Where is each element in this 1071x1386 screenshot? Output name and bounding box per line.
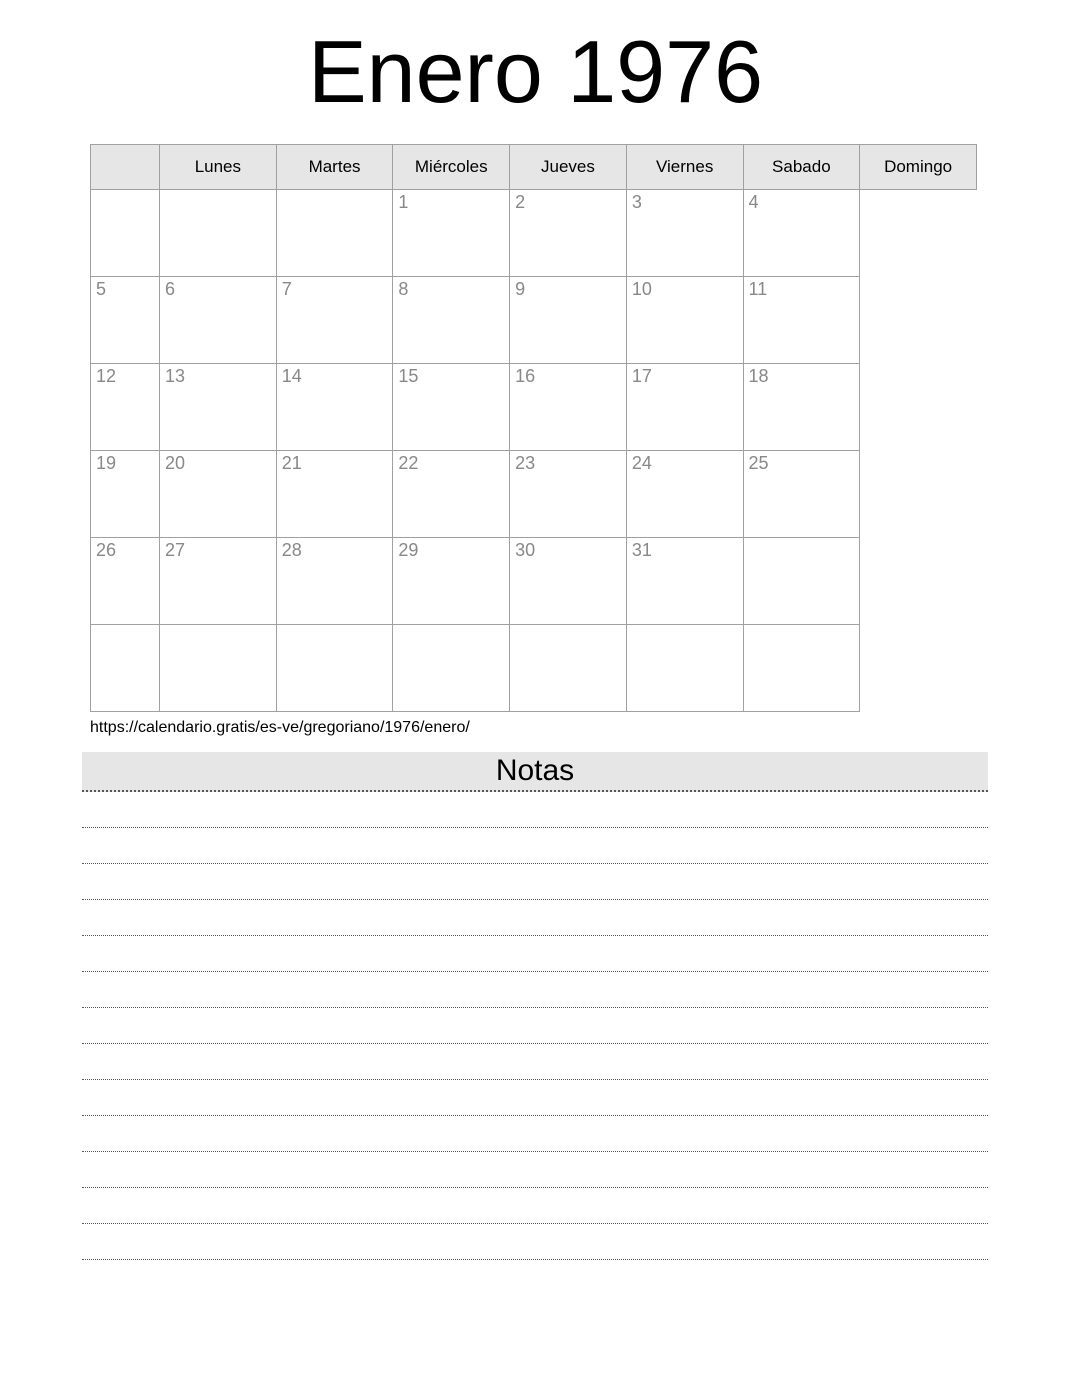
notes-lines-area	[82, 792, 988, 1260]
weekday-header: Sabado	[743, 145, 860, 190]
day-cell: 22	[393, 451, 510, 538]
note-line	[82, 1044, 988, 1080]
empty-day-cell	[91, 625, 160, 712]
day-cell: 27	[160, 538, 277, 625]
note-line	[82, 864, 988, 900]
empty-day-cell	[276, 190, 393, 277]
note-line	[82, 936, 988, 972]
day-cell: 25	[743, 451, 860, 538]
note-line	[82, 792, 988, 828]
week-row	[91, 364, 977, 451]
day-cell: 13	[160, 364, 277, 451]
day-cell: 28	[276, 538, 393, 625]
week-row	[91, 277, 977, 364]
empty-day-cell	[626, 625, 743, 712]
day-cell: 17	[626, 364, 743, 451]
week-row	[91, 190, 977, 277]
day-cell: 6	[160, 277, 277, 364]
day-cell: 29	[393, 538, 510, 625]
day-cell: 10	[626, 277, 743, 364]
weekday-header: Lunes	[160, 145, 277, 190]
day-cell: 30	[510, 538, 627, 625]
day-cell: 5	[91, 277, 160, 364]
day-cell: 21	[276, 451, 393, 538]
day-cell: 19	[91, 451, 160, 538]
weekday-header: Miércoles	[393, 145, 510, 190]
day-cell: 9	[510, 277, 627, 364]
note-line	[82, 828, 988, 864]
day-cell: 23	[510, 451, 627, 538]
week-row	[91, 451, 977, 538]
weekday-header: Martes	[276, 145, 393, 190]
day-cell: 2	[510, 190, 627, 277]
calendar-table	[90, 144, 977, 712]
day-cell: 1	[393, 190, 510, 277]
day-cell: 11	[743, 277, 860, 364]
empty-day-cell	[743, 538, 860, 625]
day-cell: 3	[626, 190, 743, 277]
weekday-header-row	[91, 145, 977, 190]
note-line	[82, 1152, 988, 1188]
day-cell: 31	[626, 538, 743, 625]
note-line	[82, 1080, 988, 1116]
note-line	[82, 1008, 988, 1044]
empty-day-cell	[91, 190, 160, 277]
note-line	[82, 1116, 988, 1152]
day-cell: 4	[743, 190, 860, 277]
week-row	[91, 625, 977, 712]
source-url-text: https://calendario.gratis/es-ve/gregoriano/1976/enero/	[90, 719, 470, 736]
day-cell: 15	[393, 364, 510, 451]
note-line	[82, 1188, 988, 1224]
page-title: Enero 1976	[307, 22, 764, 121]
day-cell: 14	[276, 364, 393, 451]
day-cell: 18	[743, 364, 860, 451]
empty-day-cell	[743, 625, 860, 712]
day-cell: 12	[91, 364, 160, 451]
day-cell: 8	[393, 277, 510, 364]
weekday-header: Viernes	[626, 145, 743, 190]
day-cell: 26	[91, 538, 160, 625]
weekday-header: Domingo	[860, 145, 977, 190]
weekday-header: Jueves	[510, 145, 627, 190]
day-cell: 20	[160, 451, 277, 538]
empty-day-cell	[160, 625, 277, 712]
empty-day-cell	[276, 625, 393, 712]
notes-section-title: Notas	[82, 752, 988, 792]
week-spacer-column	[91, 145, 160, 190]
day-cell: 16	[510, 364, 627, 451]
day-cell: 24	[626, 451, 743, 538]
day-cell: 7	[276, 277, 393, 364]
empty-day-cell	[393, 625, 510, 712]
empty-day-cell	[160, 190, 277, 277]
note-line	[82, 1224, 988, 1260]
week-row	[91, 538, 977, 625]
note-line	[82, 900, 988, 936]
empty-day-cell	[510, 625, 627, 712]
note-line	[82, 972, 988, 1008]
